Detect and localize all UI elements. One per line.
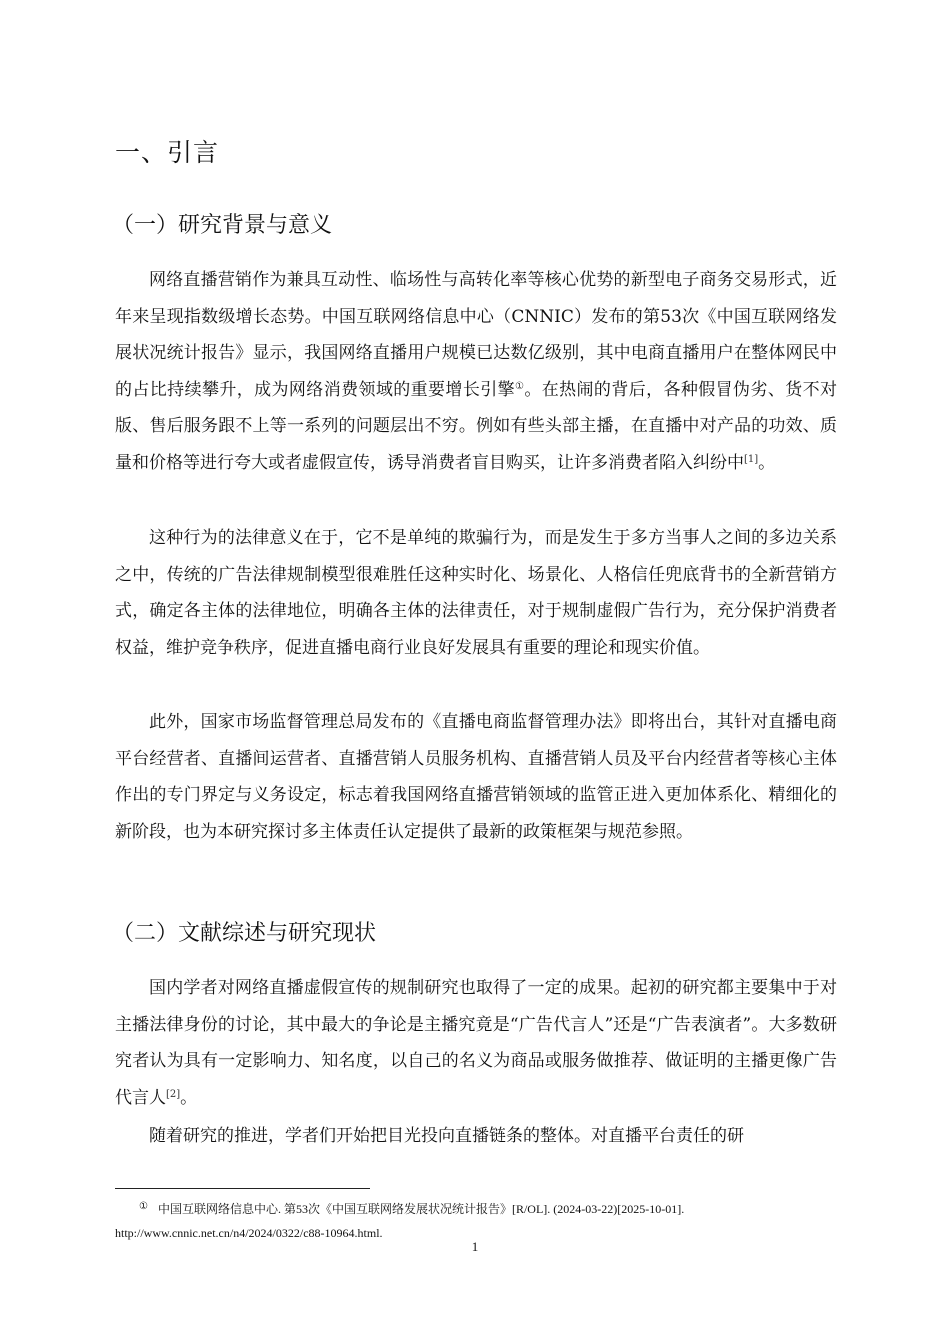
section-heading-literature: （二）文献综述与研究现状	[112, 921, 377, 946]
paragraph-text: 网络直播营销作为兼具互动性、临场性与高转化率等核心优势的新型电子商务交易形式，近年来呈现指数级增长态势。中国互联网络信息中心（CNNIC）发布的第53次《中国互联网络发展状况统计报告》显示，我国网络直播用户规模已达数亿级别，其中电商直播用户在整体网民中的占比持续攀升，成为网络消费领域的重要增长引擎	[115, 270, 837, 400]
paragraph-text: 。	[180, 1087, 198, 1108]
footnote-divider	[115, 1188, 370, 1189]
page-number: 1	[471, 1239, 479, 1254]
paragraph-literature-1	[115, 970, 837, 1116]
paragraph-background-3: 此外，国家市场监督管理总局发布的《直播电商监督管理办法》即将出台，其针对直播电商平台经营者、直播间运营者、直播营销人员服务机构、直播营销人员及平台内经营者等核心主体作出的专门界定与义务设定，标志着我国网络直播营销领域的监管正进入更加体系化、精细化的新阶段，也为本研究探讨多主体责任认定提供了最新的政策框架与规范参照。	[115, 712, 837, 842]
footnote-text: 中国互联网络信息中心. 第53次《中国互联网络发展状况统计报告》[R/OL]. (2024-03-22)[2025-10-01]. http://www.cnnic.net.cn/n4/2024/0322/c88-10964.html.	[115, 1202, 685, 1240]
paragraph-text: 国内学者对网络直播虚假宣传的规制研究也取得了一定的成果。起初的研究都主要集中于对主播法律身份的讨论，其中最大的争论是主播究竟是“广告代言人”还是“广告表演者”。大多数研究者认为具有一定影响力、知名度，以自己的名义为商品或服务做推荐、做证明的主播更像广告代言人	[115, 978, 837, 1108]
footnote-marker[interactable]: ①	[515, 380, 525, 392]
paragraph-text: 。	[758, 452, 776, 473]
paragraph-background-2: 这种行为的法律意义在于，它不是单纯的欺骗行为，而是发生于多方当事人之间的多边关系之中，传统的广告法律规制模型很难胜任这种实时化、场景化、人格信任兜底背书的全新营销方式，确定各主体的法律地位，明确各主体的法律责任，对于规制虚假广告行为，充分保护消费者权益，维护竞争秩序，促进直播电商行业良好发展具有重要的理论和现实价值。	[115, 528, 837, 658]
paragraph-background-1	[115, 262, 837, 481]
chapter-heading: 一、引言	[115, 138, 220, 167]
paragraph-text: 。在热闹的背后，各种假冒伪劣、货不对版、售后服务跟不上等一系列的问题层出不穷。例如有些头部主播，在直播中对产品的功效、质量和价格等进行夸大或者虚假宣传，诱导消费者盲目购买，让许多消费者陷入纠纷中	[115, 379, 838, 473]
paragraph-literature-2: 随着研究的推进，学者们开始把目光投向直播链条的整体。对直播平台责任的研	[149, 1126, 744, 1146]
footnote	[115, 1195, 845, 1245]
footnote-mark: ①	[139, 1201, 148, 1212]
section-heading-background: （一）研究背景与意义	[112, 213, 333, 238]
citation-ref-2[interactable]: [2]	[166, 1088, 181, 1100]
citation-ref-1[interactable]: [1]	[744, 453, 759, 465]
